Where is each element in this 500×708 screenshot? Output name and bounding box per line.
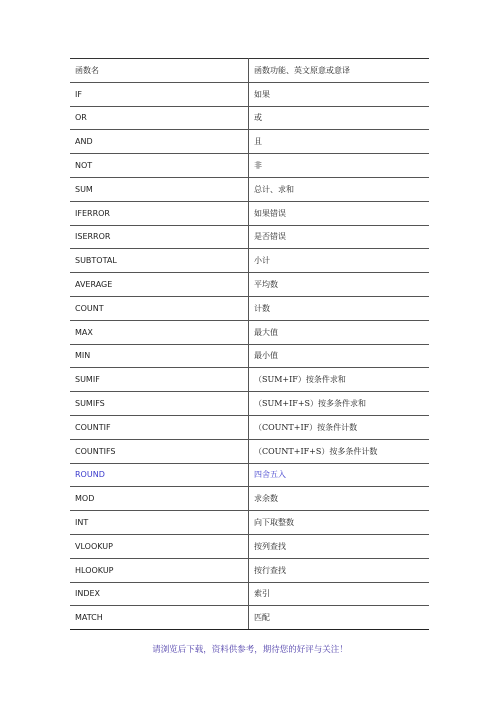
- function-name-cell: AVERAGE: [70, 273, 249, 297]
- table-row: [70, 296, 429, 320]
- function-meaning-cell: 计数: [249, 296, 430, 320]
- function-name-cell: IFERROR: [70, 201, 249, 225]
- function-name-cell: SUMIF: [70, 368, 249, 392]
- table-row: [70, 487, 429, 511]
- table-row: [70, 558, 429, 582]
- function-name-cell: INDEX: [70, 582, 249, 606]
- table-row: [70, 249, 429, 273]
- function-meaning-cell: 平均数: [249, 273, 430, 297]
- function-name-cell: NOT: [70, 154, 249, 178]
- table-row: [70, 130, 429, 154]
- table-row: [70, 392, 429, 416]
- function-meaning-cell: 向下取整数: [249, 511, 430, 535]
- function-meaning-cell: （COUNT+IF+S）按多条件计数: [249, 439, 430, 463]
- function-meaning-cell: 按行查找: [249, 558, 430, 582]
- table-row: [70, 154, 429, 178]
- function-name-cell: IF: [70, 82, 249, 106]
- function-name-cell: COUNTIFS: [70, 439, 249, 463]
- table-row: [70, 582, 429, 606]
- function-meaning-cell: （SUM+IF）按条件求和: [249, 368, 430, 392]
- function-meaning-cell: 如果错误: [249, 201, 430, 225]
- function-meaning-cell: 匹配: [249, 606, 430, 630]
- table-row: [70, 511, 429, 535]
- function-meaning-cell: 四舍五入: [249, 463, 430, 487]
- table-row: [70, 463, 429, 487]
- function-meaning-cell: 最大值: [249, 320, 430, 344]
- function-table: [70, 58, 429, 630]
- function-name-cell: MOD: [70, 487, 249, 511]
- header-function-meaning: 函数功能、英文原意或意译: [249, 59, 430, 83]
- table-row: [70, 273, 429, 297]
- table-row: [70, 177, 429, 201]
- function-meaning-cell: 是否错误: [249, 225, 430, 249]
- table-row: [70, 320, 429, 344]
- function-meaning-cell: 最小值: [249, 344, 430, 368]
- function-name-cell: SUBTOTAL: [70, 249, 249, 273]
- function-meaning-cell: 求余数: [249, 487, 430, 511]
- table-row: [70, 368, 429, 392]
- function-meaning-cell: 或: [249, 106, 430, 130]
- table-row: [70, 534, 429, 558]
- footer-note: 请浏览后下载，资料供参考，期待您的好评与关注！: [152, 645, 348, 655]
- table-row: [70, 82, 429, 106]
- table-row: [70, 106, 429, 130]
- function-name-cell: ISERROR: [70, 225, 249, 249]
- function-meaning-cell: 如果: [249, 82, 430, 106]
- table-row: [70, 439, 429, 463]
- function-name-cell: HLOOKUP: [70, 558, 249, 582]
- function-meaning-cell: 小计: [249, 249, 430, 273]
- function-name-cell: MATCH: [70, 606, 249, 630]
- function-name-cell: INT: [70, 511, 249, 535]
- function-meaning-cell: （COUNT+IF）按条件计数: [249, 415, 430, 439]
- table-header-row: [70, 59, 429, 83]
- function-meaning-cell: 索引: [249, 582, 430, 606]
- function-name-cell: COUNT: [70, 296, 249, 320]
- function-meaning-cell: 且: [249, 130, 430, 154]
- table-row: [70, 344, 429, 368]
- function-meaning-cell: 按列查找: [249, 534, 430, 558]
- function-name-cell: SUMIFS: [70, 392, 249, 416]
- function-name-cell: VLOOKUP: [70, 534, 249, 558]
- function-name-cell: AND: [70, 130, 249, 154]
- function-name-cell: MAX: [70, 320, 249, 344]
- table-row: [70, 201, 429, 225]
- function-name-cell: MIN: [70, 344, 249, 368]
- table-row: [70, 225, 429, 249]
- table-row: [70, 415, 429, 439]
- table-row: [70, 606, 429, 630]
- function-meaning-cell: 非: [249, 154, 430, 178]
- function-meaning-cell: 总计、求和: [249, 177, 430, 201]
- function-name-cell: ROUND: [70, 463, 249, 487]
- header-function-name: 函数名: [70, 59, 249, 83]
- function-name-cell: SUM: [70, 177, 249, 201]
- function-meaning-cell: （SUM+IF+S）按多条件求和: [249, 392, 430, 416]
- function-name-cell: COUNTIF: [70, 415, 249, 439]
- function-name-cell: OR: [70, 106, 249, 130]
